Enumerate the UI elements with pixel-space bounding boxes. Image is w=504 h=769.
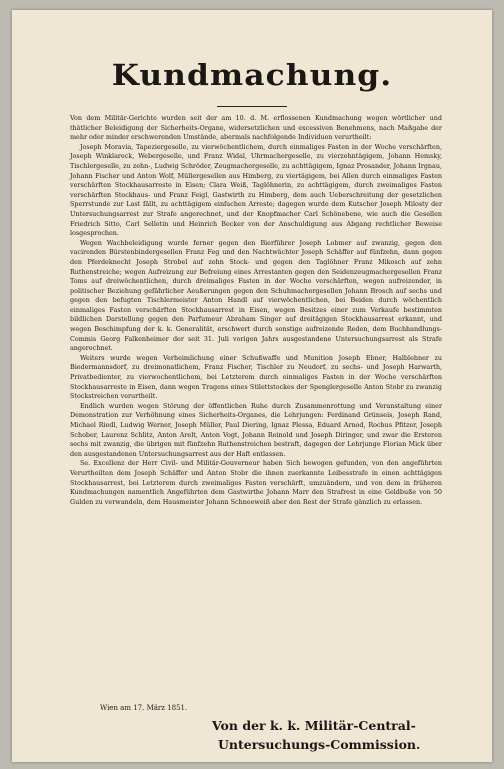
- paragraph-guard-insult: Wegen Wachbeleidigung wurde ferner gegen den Bierführer Joseph Lobmer auf zwanzig, gegen den vacirenden Bürstenbindergesellen Franz Feg und den Nachtwächter Joseph Schäffer auf fünfzehn, dann gegen den Pferdeknecht Joseph Strobel auf zehn Stock- und gegen den Taglöhner Franz Mikosch auf zehn Ruthenstreiche; wegen Aufreizung zur Befreiung eines Arrestanten gegen den Seidenzeugmachergesellen Franz Toms auf dreiwöchentlichen, durch dreimaliges Fasten in der Woche verschärften, wegen aufreizender, in politischer Beziehung gefährlicher Aeußerungen gegen den Schuhmachergesellen Johann Brosch auf sechs und gegen den befugten Tischlermeister Anton Handl auf vierwöchentlichen, bei Beiden durch wöchentlich einmaliges Fasten verschärften Stockhausarrest in Eisen, wegen Besitzes einer zum Verkaufe bestimmten bildlichen Darstellung gegen den Parfumeur Abraham Singer auf dreitägigen Stockhausarrest erkannt, und wegen Beschimpfung der k. k. Generalität, erschwert durch sonstige aufreizende Reden, dem Buchhandlungs-Commis Georg Falkenheimer der seit 31. Juli vorigen Jahrs ausgestandene Untersuchungsarrest als Strafe angerechnet.: [70, 238, 442, 353]
- document-body: [70, 114, 442, 507]
- signature-line-2: Untersuchungs-Commission.: [218, 737, 421, 752]
- paragraph-clemency: Se. Excellenz der Herr Civil- und Militär-Gouverneur haben Sich bewogen gefunden, von den angeführten Verurtheilten dem Joseph Schäffer und Anton Stobr die ihnen zuerkannte Leibesstrafe in einen achttägigen Stockhausarrest, bei Letzterem durch zweimaliges Fasten verschärft, umzuändern, und von dem in früheren Kundmachungen namentlich Angeführten dem Gastwirthe Johann Marr den Strafrest in eine Geldbuße von 50 Gulden zu verwandeln, dem Hausmeister Johann Schneeweiß aber den Rest der Strafe gänzlich zu erlassen.: [70, 459, 442, 506]
- paragraph-intro: Von dem Militär-Gerichte wurden seit der am 10. d. M. erflossenen Kundmachung wegen wörtlicher und thätlicher Beleidigung der Sicherheits-Organe, widersetzlichen und excessiven Benehmens, nach Maßgabe der mehr oder minder erschwerenden Umstände, abermals nachfolgende Individuen verurtheilt:: [70, 114, 442, 142]
- title-divider: [217, 106, 287, 107]
- document-title: Kundmachung.: [111, 58, 393, 92]
- notice-sheet: [12, 10, 492, 762]
- paragraph-verdicts: Joseph Moravia, Tapeziergeselle, zu vierwöchentlichem, durch einmaliges Fasten in der Woche verschärften, Joseph Winklareck, Webergeselle, und Franz Widal, Uhrmachergeselle, zu vierzehntägigem, Johann Hemsky, Tischlergeselle, zu zehn-, Ludwig Schröder, Zeugmachergeselle, zu achttägigem, Ignaz Prosander, Johann Irgnau, Johann Fischer und Anton Wolf, Müllergesellen aus Himberg, zu viertägigem, bei Allen durch einmaliges Fasten verschärften Stockhausarreste in Eisen; Clara Weiß, Taglöhnerin, zu achttägigem, durch zweimaliges Fasten verschärften Stockhaus- und Franz Feigl, Gastwirth zu Himberg, dem auch Ueberschreitung der gesetzlichen Sperrstunde zur Last fällt, zu achttägigem einfachen Arreste; dagegen wurde dem Kutscher Joseph Milosty der Untersuchungsarrest zur Strafe angerechnet, und der Knopfmacher Carl Schönebene, wie auch die Gesellen Friedrich Sitto, Carl Selletin und Heinrich Becker von der Anschuldigung aus Abgang rechtlicher Beweise losgesprochen.: [70, 142, 442, 238]
- paragraph-apprentices: Endlich wurden wegen Störung der öffentlichen Ruhe durch Zusammenrottung und Veranstaltung einer Demonstration zur Verhöhnung eines Sicherheits-Organes, die Lehrjungen: Ferdinand Grünseis, Joseph Rand, Michael Riedl, Ludwig Werner, Joseph Müller, Paul Diering, Ignaz Plessa, Eduard Arnod, Rochus Pfitzer, Joseph Schober, Laurenz Schlitz, Anton Arelt, Anton Vogt, Johann Reinold und Joseph Diringer, und zwar die Ersteren sechs mit zwanzig, die übrigen mit fünfzehn Ruthenstreichen bestraft, dagegen der Lehrjunge Florian Mick über den ausgestandenen Untersuchungsarrest aus der Haft entlassen.: [70, 401, 442, 458]
- signature-line-1: Von der k. k. Militär-Central-: [212, 718, 416, 733]
- document-date: Wien am 17. März 1851.: [100, 704, 188, 712]
- paragraph-weapons: Weiters wurde wegen Verheimlichung einer Schußwaffe und Munition Joseph Ebner, Halblehner zu Biedermannsdorf, zu dreimonatlichem, Franz Fischer, Tischler zu Neudorf, zu sechs- und Joseph Harwarth, Privatbedienter, zu vierwochentlichem, bei Letzterem durch einmaliges Fasten in der Woche verschärften Stockhausarreste in Eisen, dann wegen Tragens eines Stilettstockes der Spenglergeselle Anton Stobr zu zwanzig Stockstreichen verurtheilt.: [70, 353, 442, 401]
- signature-block: [212, 716, 420, 754]
